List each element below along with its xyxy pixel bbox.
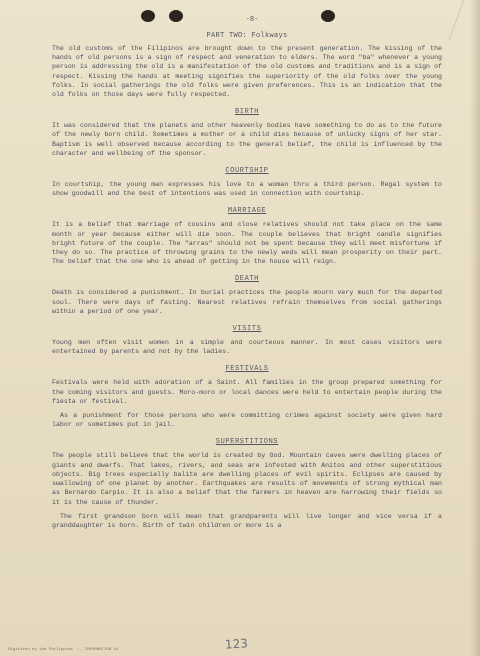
heading-marriage: MARRIAGE [227,207,267,216]
page-number: -8- [245,16,259,24]
superstitions-paragraph: The people still believe that the world is created by God. Mountain caves were dwelling places of giants and dwarfs. That lakes, rivers, and seas are infested with Anitos and other superstitious objects. Big trees especially balite are dwelling places of evil spirits. Eclipses are caused by swallowing of one planet by another. Earthquakes are results of movements of strong mythical man as Bernardo Carpio. It is also a belief that the farmers in heaven are harrowing their fields so it is the cause of thunder. [52,452,442,506]
heading-visits: VISITS [232,325,262,334]
punishment-paragraph: As a punishment for those persons who were committing crimes against society were given hard labor or sometimes put in jail. [52,412,442,429]
handwritten-page-number: 123 [224,636,249,652]
grandson-paragraph: The first grandson born will mean that grandparents will live longer and vice versa if a granddaughter is born. Birth of twin children or more is a [52,512,442,529]
folded-corner [449,0,480,40]
page-edge-shadow [470,0,480,656]
visits-paragraph: Young men often visit women in a simple and courteous manner. In most cases visitors were entertained by parents and not by the ladies. [52,339,442,356]
courtship-paragraph: In courtship, the young man expresses his love to a woman thru a third person. Regal system to show goodwill and the best of intentions was used in connection with courtship. [52,181,442,198]
heading-courtship: COURTSHIP [225,167,269,176]
document-body [52,16,442,530]
death-paragraph: Death is considered a punishment. In burial practices the people mourn very much for the departed soul. There were days of fasting. Nearest relatives refrain themselves from social gatherings within a period of one year. [52,289,442,315]
festivals-paragraph: Festivals were held with adoration of a Saint. All families in the group prepared something for the coming visitors and guests. Moro-moro or local dances were held to entertain people during the fiesta or festival. [52,379,442,405]
heading-superstitions: SUPERSTITIONS [215,438,279,447]
digitization-footer: Digitized by the Philippine ... INFORMATION LA [8,648,119,652]
birth-paragraph: It was considered that the planets and other heavenly bodies have something to do as to the future of the newly born child. Sometimes a mother or a child dies because of unlucky signs of her star. Baptism is well observed because according to the general belief, the child is influenced by the character and wellbeing of the sponsor. [52,122,442,157]
part-title: PART TWO: Folkways [206,32,288,40]
heading-festivals: FESTIVALS [225,365,269,374]
heading-death: DEATH [234,275,259,284]
intro-paragraph: The old customs of the Filipinos are brought down to the present generation. The kissing of the hands of old persons is a sign of respect and veneration to elders. The word "ba" whenever a young person is addressing the old is a manifestation of the old customs and traditions and is a sign of respect. Kissing the hands at meeting signifies the superiority of the old folks over the young folks. In social gatherings the old folks were given preferences. This is an indication that the old folks on those days were fully respected. [52,45,442,99]
marriage-paragraph: It is a belief that marriage of cousins and close relatives should not take place on the same month or year because either will die soon. The couple believes that bright candle signifies bright future of the couple. The "arras" should not be spent because they will meet misfortune if they do so. The practice of throwing grains to the newly weds will mean prosperity on their part. The belief that the one who is ahead of getting in the house will reign. [52,221,442,266]
heading-birth: BIRTH [234,108,259,117]
